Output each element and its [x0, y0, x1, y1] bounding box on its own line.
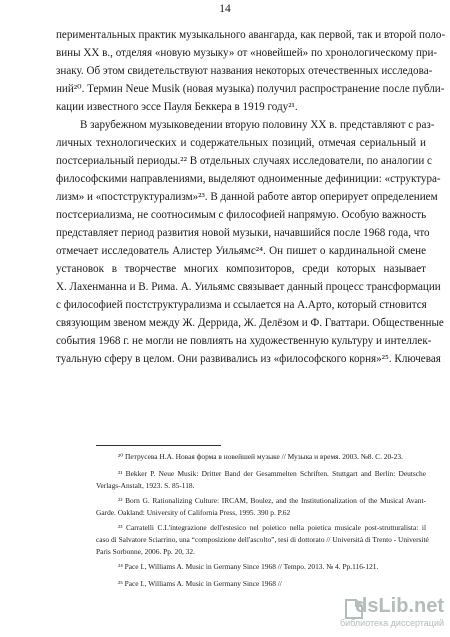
footnote-line: Paris Sorbonne, 2006. Pp. 20, 32.: [96, 547, 195, 556]
text-line: лизм» и «постструктурализм»²³. В данной работе автор оперирует определением: [56, 191, 438, 203]
watermark-text: dsLib.net: [355, 595, 444, 617]
text-line: В зарубежном музыковедении вторую половину XX в. представляют с раз-: [80, 119, 435, 131]
text-line: ний²⁰. Термин Neue Musik (новая музыка) получил распространение после публи-: [56, 83, 445, 95]
text-line: кации известного эссе Пауля Беккера в 1919 году²¹.: [56, 101, 298, 113]
page-number: 14: [219, 3, 231, 15]
footnote-line: ²¹ Bekker P. Neue Musik: Dritter Band der Gesammelten Schriften. Stuttgart and Berlin: Deutsche: [118, 469, 426, 478]
text-line: с философией постструктурализма и ссылается на А.Арто, который стновится: [56, 299, 427, 311]
text-line: связующим звеном между Ж. Деррида, Ж. Делёзом и Ф. Гваттари. Общественные: [56, 317, 444, 329]
text-line: личных технологических и содержательных позиций, отмечая сериальный и: [56, 137, 426, 149]
text-line: периментальных практик музыкального авангарда, как первой, так и второй поло-: [56, 29, 446, 41]
footnote-line: ²⁰ Петрусева Н.А. Новая форма в новейшей музыке // Музыка и время. 2003. №8. С. 20-23.: [118, 452, 403, 461]
text-line: постсериальный периоды.²² В отдельных случаях исследователи, по аналогии с: [56, 155, 432, 167]
text-line: представляет период развития новой музыки, начавшийся после 1968 года, что: [56, 227, 430, 239]
footnote-line: caso di Salvatore Sciarrino, una “composizione dell'ascolto”, tesi di dottorato // Università di Trento - Université: [96, 535, 429, 544]
text-line: постсериализма, не соотносимым с философией напрямую. Особую важность: [56, 209, 427, 221]
footnote-line: ²² Born G. Rationalizing Culture: IRCAM, Boulez, and the Institutionalization of the Musical Avant-: [118, 496, 426, 505]
footnote-line: ²⁵ Pace I., Williams A. Music in Germany Since 1968 //: [118, 579, 282, 588]
text-line: установок в творчестве многих композиторов, среди которых называет: [56, 263, 426, 275]
watermark-subtitle: библиотека диссертаций: [339, 618, 444, 628]
text-line: отмечает исследователь Алистер Уильямс²⁴. Он пишет о кардинальной смене: [56, 245, 426, 257]
footnote-line: Verlags-Anstalt, 1923. S. 85-118.: [96, 481, 195, 490]
text-line: Х. Лахенманна и В. Рима. А. Уильямс связывает данный процесс трансформации: [56, 281, 441, 293]
text-line: туальную сферу в целом. Они развивались из «философского корня»²⁵. Ключевая: [56, 353, 441, 365]
text-line: философскими направлениями, выделяют одноименные дефиниции: «структура-: [56, 173, 441, 185]
footnote-divider: [96, 445, 221, 446]
footnote-line: ²³ Carratelli C.L'integrazione dell'estesico nel poietico nella poietica musicale post-strutturalista: il: [118, 523, 426, 532]
text-line: вины XX в., отделяя «новую музыку» от «новейшей» по хронологическому при-: [56, 47, 438, 59]
text-line: знаку. Об этом свидетельствуют названия некоторых отечественных исследова-: [56, 65, 433, 77]
footnote-line: ²⁴ Pace I., Williams A. Music in Germany Since 1968 // Tempo. 2013. № 4. Pp.116-121.: [118, 562, 379, 571]
watermark: [334, 595, 444, 635]
footnote-line: Garde. Oakland: University of California Press, 1995. 390 p. P.62: [96, 508, 291, 517]
text-line: события 1968 г. не могли не повлиять на художественную культуру и интеллек-: [56, 335, 432, 347]
